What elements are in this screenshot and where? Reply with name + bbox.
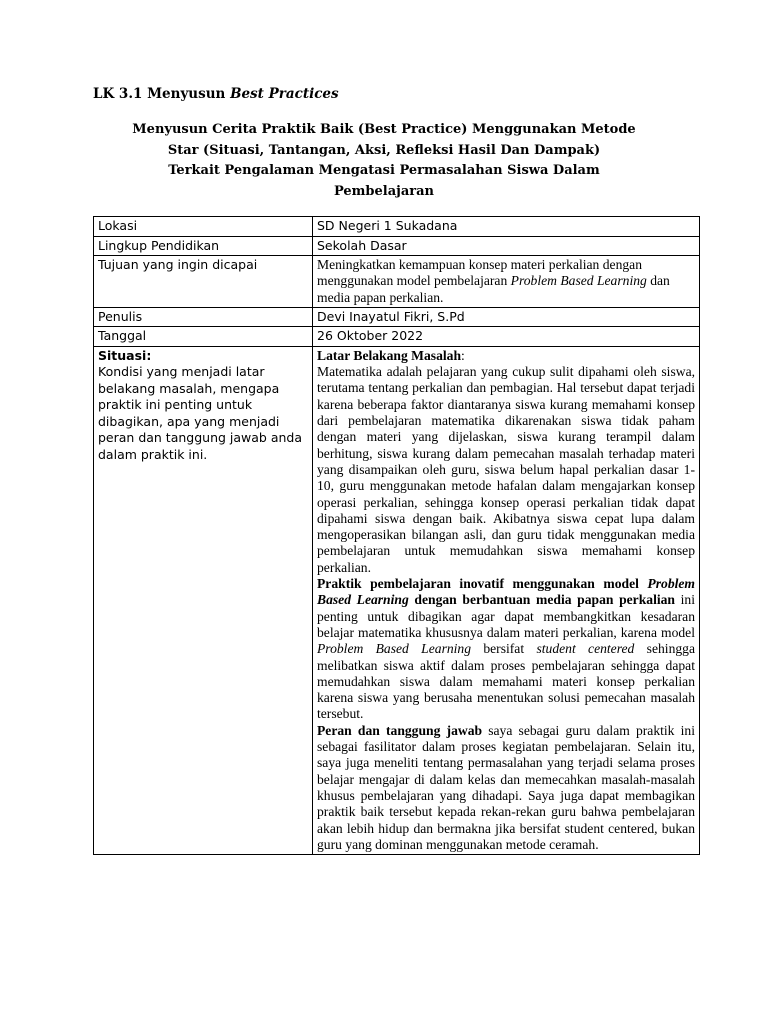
- peran-text: saya sebagai guru dalam praktik ini sebagai fasilitator dalam proses kegiatan pembelajaran. Selain itu, saya juga meneliti tentang permasalahan yang terjadi selama proses belajar mengajar di dalam kelas dan memecahkan masalah-masalah khusus pembelajaran yang dihadapi. Saya juga dapat membagikan praktik baik tersebut kepada rekan-rekan guru bahwa pembelajaran akan lebih hidup dan bermakna jika bersifat student centered, bukan guru yang dominan menggunakan metode ceramah.: [317, 722, 696, 852]
- row-situasi: [94, 346, 700, 854]
- title-line: Terkait Pengalaman Mengatasi Permasalahan Siswa Dalam: [168, 163, 600, 178]
- label-situasi: [94, 346, 313, 854]
- tujuan-text-end: dan media papan perkalian.: [317, 273, 670, 305]
- praktik-bold-italic: Problem Based Learning: [317, 576, 695, 608]
- document-title: [96, 120, 672, 202]
- praktik-text-2: bersifat: [471, 641, 537, 657]
- peran-heading: Peran dan tanggung jawab: [317, 722, 483, 738]
- title-line: Menyusun Cerita Praktik Baik (Best Practice) Menggunakan Metode: [132, 122, 636, 137]
- praktik-text-3: sehingga melibatkan siswa aktif dalam proses pembelajaran sehingga dapat memudahkan siswa dalam memahami materi konsep perkalian karena siswa yang berusaha menentukan solusi pemecahan masalah tersebut.: [317, 641, 695, 722]
- row-tanggal: [94, 327, 700, 347]
- latar-belakang-heading: Latar Belakang Masalah: [317, 347, 462, 363]
- row-tujuan: [94, 256, 700, 308]
- label-penulis: Penulis: [94, 307, 313, 327]
- tujuan-model: Problem Based Learning: [510, 273, 647, 289]
- value-situasi: [313, 346, 700, 854]
- value-tanggal: 26 Oktober 2022: [313, 327, 700, 347]
- label-tanggal: Tanggal: [94, 327, 313, 347]
- praktik-italic-2: student centered: [536, 641, 635, 657]
- title-line: Star (Situasi, Tantangan, Aksi, Refleksi Hasil Dan Dampak): [167, 142, 601, 158]
- worksheet-heading: [93, 86, 339, 102]
- row-lingkup: [94, 236, 700, 256]
- latar-belakang-colon: :: [461, 347, 465, 363]
- latar-belakang-text: Matematika adalah pelajaran yang cukup sulit dipahami oleh siswa, terutama tentang perkalian dan pembagian. Hal tersebut dapat terjadi karena beberapa faktor diantaranya siswa kurang memahami konsep dari pembelajaran matematika dikarenakan siswa tidak paham dengan materi yang dijelaskan, siswa kurang terampil dalam berhitung, siswa kurang dalam pemecahan masalah terhadap materi yang disampaikan oleh guru, siswa belum hapal perkalian dasar 1-10, guru menggunakan metode hafalan dalam mengajarkan konsep operasi perkalian, sehingga konsep operasi perkalian tidak dapat dipahami siswa dengan baik. Akibatnya siswa cepat lupa dalam mengoperasikan bilangan asli, dan guru tidak menggunakan media pembelajaran untuk memudahkan siswa memahami konsep perkalian.: [317, 364, 695, 575]
- value-penulis: Devi Inayatul Fikri, S.Pd: [313, 307, 700, 327]
- value-lokasi: SD Negeri 1 Sukadana: [313, 217, 700, 237]
- row-lokasi: [94, 217, 700, 237]
- tujuan-text: Meningkatkan kemampuan konsep materi perkalian dengan menggunakan model pembelajaran: [317, 257, 643, 289]
- situasi-label: Situasi:: [98, 347, 152, 363]
- title-line: Pembelajaran: [333, 183, 435, 199]
- heading-prefix: LK 3.1 Menyusun: [93, 86, 226, 102]
- label-tujuan: Tujuan yang ingin dicapai: [94, 256, 313, 308]
- paragraph-latar-belakang: [317, 348, 695, 576]
- value-lingkup: Sekolah Dasar: [313, 236, 700, 256]
- paragraph-peran: [317, 723, 695, 853]
- heading-italic: Best Practices: [230, 86, 339, 102]
- praktik-bold-2: dengan berbantuan media papan perkalian: [408, 592, 675, 608]
- situasi-description: Kondisi yang menjadi latar belakang masalah, mengapa praktik ini penting untuk dibagikan, apa yang menjadi peran dan tanggung jawab anda dalam praktik ini.: [98, 364, 303, 462]
- praktik-italic-1: Problem Based Learning: [317, 641, 472, 657]
- value-tujuan: [313, 256, 700, 308]
- label-lingkup: Lingkup Pendidikan: [94, 236, 313, 256]
- best-practice-table: [93, 216, 700, 855]
- praktik-text-1: ini penting untuk dibagikan agar dapat membangkitkan kesadaran belajar matematika khususnya dalam materi perkalian, karena model: [317, 592, 696, 640]
- praktik-bold-1: Praktik pembelajaran inovatif menggunakan model: [317, 576, 648, 592]
- paragraph-praktik-penting: [317, 576, 695, 723]
- row-penulis: [94, 307, 700, 327]
- label-lokasi: Lokasi: [94, 217, 313, 237]
